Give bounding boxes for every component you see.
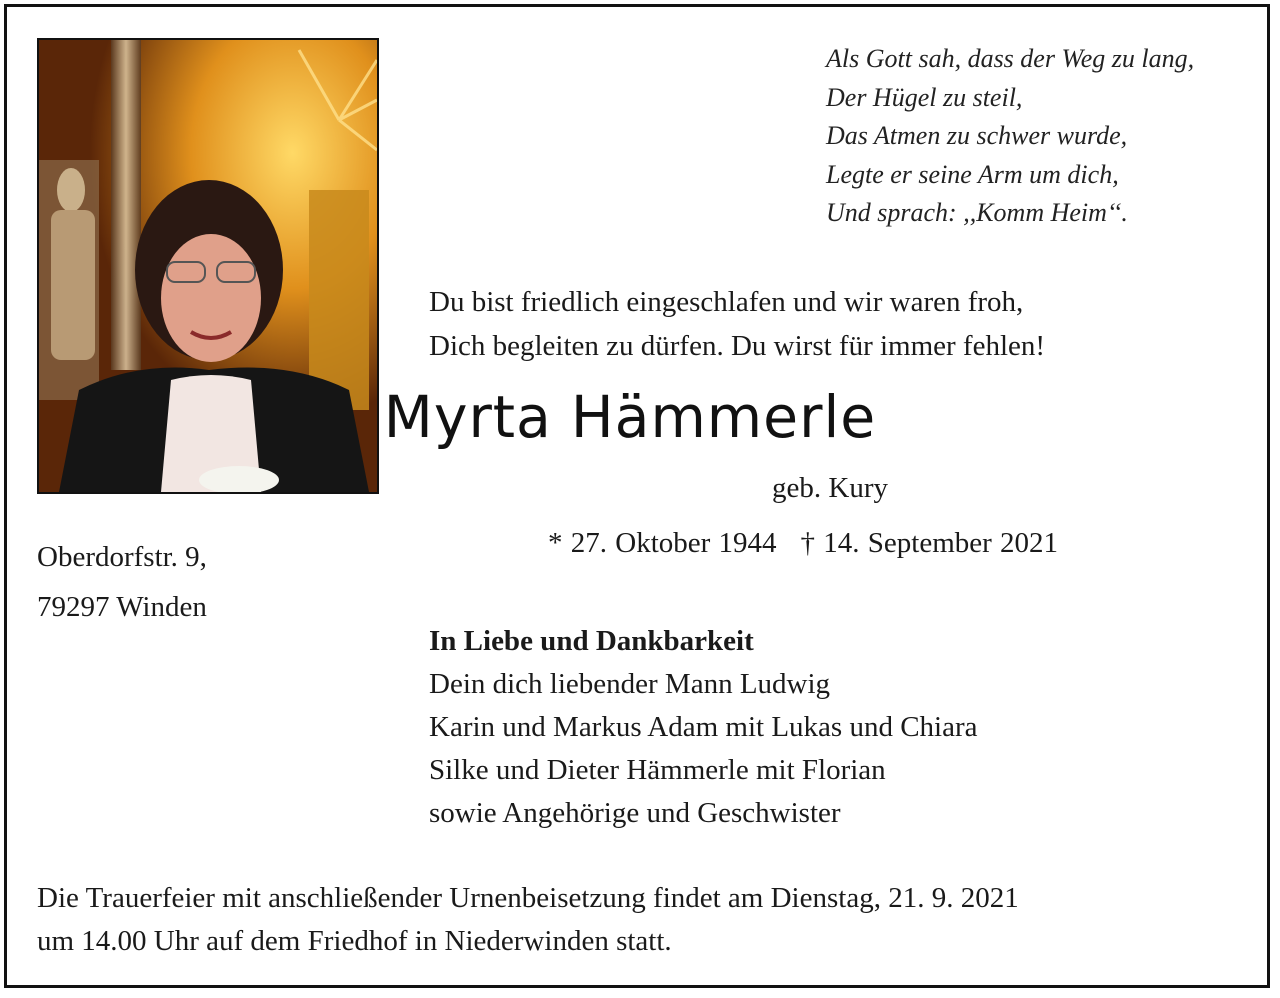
poem-line: Das Atmen zu schwer wurde, <box>826 121 1128 150</box>
farewell-text <box>429 280 1045 368</box>
deceased-name: Myrta Hämmerle <box>383 383 877 451</box>
address-city: 79297 Winden <box>37 591 207 623</box>
birth-date: * 27. Oktober 1944 <box>548 527 777 559</box>
life-dates <box>548 527 1058 560</box>
funeral-info-line: um 14.00 Uhr auf dem Friedhof in Niederwinden statt. <box>37 925 672 957</box>
funeral-info-line: Die Trauerfeier mit anschließender Urnenbeisetzung findet am Dienstag, 21. 9. 2021 <box>37 882 1019 914</box>
mourner-line: Karin und Markus Adam mit Lukas und Chiara <box>429 711 978 743</box>
farewell-line: Du bist friedlich eingeschlafen und wir waren froh, <box>429 286 1024 318</box>
funeral-info <box>37 877 1019 963</box>
mourner-line: Silke und Dieter Hämmerle mit Florian <box>429 754 886 786</box>
address <box>37 532 207 632</box>
poem-line: Und sprach: ,,Komm Heim‘‘. <box>826 198 1128 227</box>
death-date: † 14. September 2021 <box>800 527 1059 559</box>
address-street: Oberdorfstr. 9, <box>37 541 207 573</box>
poem-line: Als Gott sah, dass der Weg zu lang, <box>826 44 1195 73</box>
mourners-heading: In Liebe und Dankbarkeit <box>429 625 754 657</box>
mourner-line: sowie Angehörige und Geschwister <box>429 797 841 829</box>
poem-line: Legte er seine Arm um dich, <box>826 159 1119 189</box>
birth-name: geb. Kury <box>772 472 888 504</box>
mourner-line: Dein dich liebender Mann Ludwig <box>429 668 831 700</box>
poem-line: Der Hügel zu steil, <box>826 82 1023 112</box>
mourners <box>429 620 978 835</box>
poem <box>826 40 1194 233</box>
farewell-line: Dich begleiten zu dürfen. Du wirst für immer fehlen! <box>429 330 1046 362</box>
